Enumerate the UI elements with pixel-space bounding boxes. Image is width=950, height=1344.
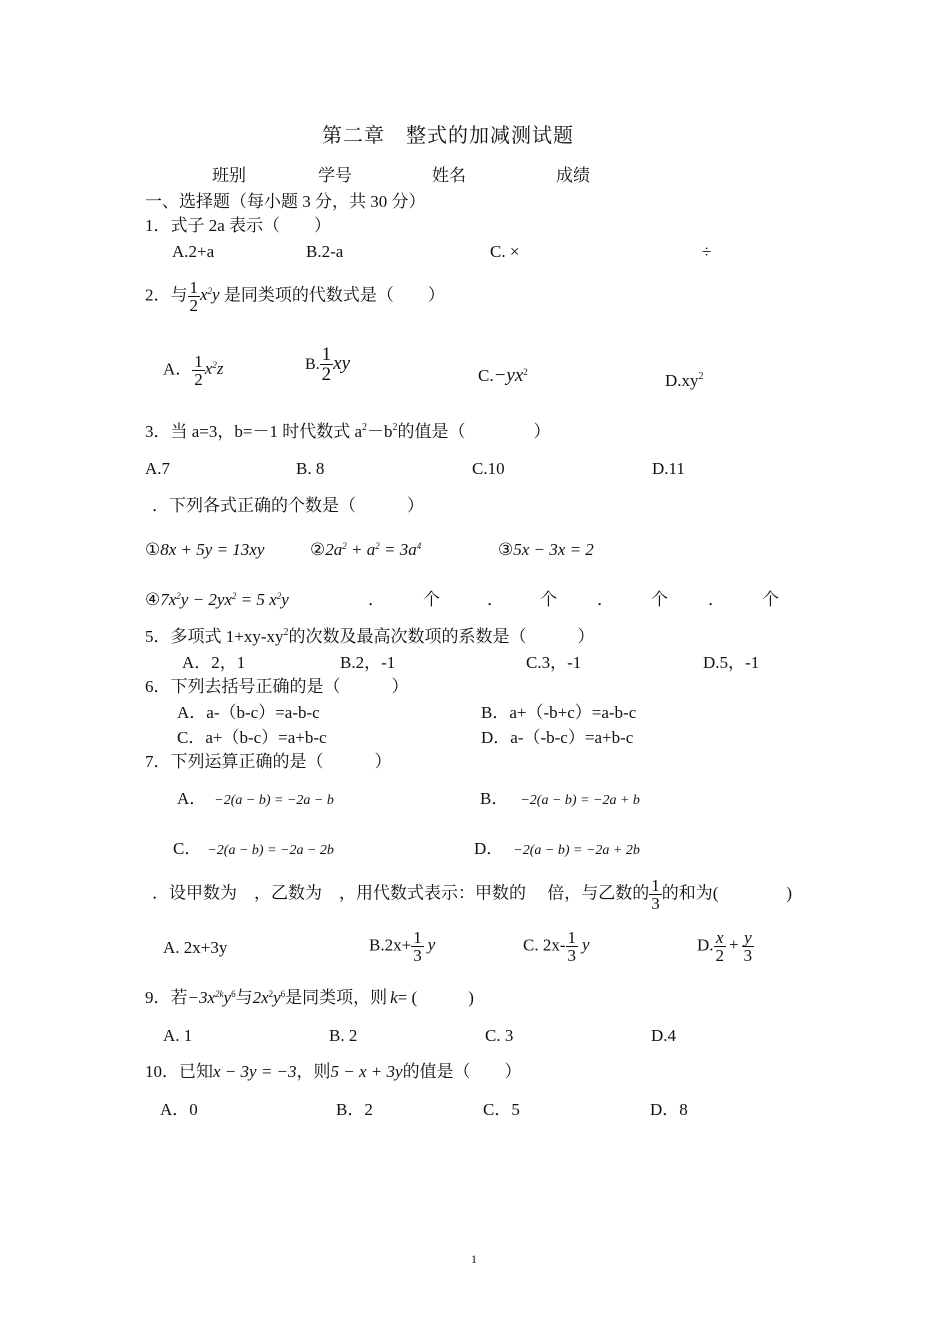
section-heading: 一、选择题（每小题 3 分，共 30 分） [145, 192, 426, 211]
q6-option-a: A．a-（b-c）=a-b-c [177, 703, 320, 722]
q3-stem: 3．当 a=3，b=－1 时代数式 $a^2-b^2$的值是（ ） [145, 422, 551, 441]
q7-option-a: A． −2(a − b) = −2a − b [177, 789, 334, 808]
q4-option-a-unit: 个 [423, 590, 440, 609]
field-score: 成绩 [556, 166, 590, 185]
q8-stem: ．设甲数为 ，乙数为 ，用代数式表示：甲数的 倍，与乙数的 $\frac{1}{3}$ 的和为( ) [152, 876, 793, 913]
q5-option-d: D.5，-1 [703, 653, 760, 672]
q3-option-d: D.11 [652, 459, 685, 478]
field-student-id: 学号 [318, 166, 352, 185]
q4-statement-3: ③5x − 3x = 2 [498, 540, 594, 559]
q3-option-c: C.10 [472, 459, 505, 478]
q8-option-c: C. 2x- $\frac{1}{3}$ y [523, 928, 590, 965]
q6-option-c: C．a+（b-c）=a+b-c [177, 728, 327, 747]
q6-option-d: D．a-（-b-c）=a+b-c [481, 728, 634, 747]
q9-option-b: B. 2 [329, 1026, 358, 1045]
q10-option-a: A．0 [160, 1100, 198, 1119]
q2-option-d: $D.xy^2$ [665, 371, 704, 390]
q10-option-c: C．5 [483, 1100, 520, 1119]
q3-option-b: B. 8 [296, 459, 325, 478]
q1-option-c: C. × [490, 242, 520, 261]
q8-option-a: A. 2x+3y [163, 938, 228, 957]
q9-option-a: A. 1 [163, 1026, 193, 1045]
q4-option-d-dot: ． [708, 590, 725, 609]
q6-option-b: B．a+（-b+c）=a-b-c [481, 703, 637, 722]
q1-option-b: B.2-a [306, 242, 344, 261]
q5-stem: 5．多项式 $1+xy-xy^2$的次数及最高次数项的系数是（ ） [145, 627, 595, 646]
fraction-half: $\frac{1}{2}$ [189, 278, 198, 315]
q4-option-a-dot: ． [368, 590, 385, 609]
q4-option-b-dot: ． [487, 590, 504, 609]
q10-option-d: D．8 [650, 1100, 688, 1119]
q10-stem: 10．已知x − 3y = −3，则5 − x + 3y的值是（ ） [145, 1062, 522, 1081]
q6-stem: 6．下列去括号正确的是（ ） [145, 677, 409, 696]
q9-option-c: C. 3 [485, 1026, 514, 1045]
q7-option-c: C． −2(a − b) = −2a − 2b [173, 839, 334, 858]
q4-statement-2: $②2a^2 + a^2 = 3a^4$ [310, 540, 422, 559]
field-class: 班别 [212, 166, 246, 185]
q2-option-c: $C.-yx^2$ [478, 365, 528, 386]
q2-stem: 2．与 $\frac{1}{2}$ $x^2y$ 是同类项的代数式是（ ） [145, 278, 445, 315]
q1-stem: 1．式子 2a 表示（ ） [145, 216, 332, 235]
q10-option-b: B．2 [336, 1100, 373, 1119]
q4-option-d-unit: 个 [762, 590, 779, 609]
q2-option-b: B. $\frac{1}{2}$ xy [305, 344, 351, 385]
q1-option-d: ÷ [702, 242, 712, 261]
q4-option-c-dot: ． [597, 590, 614, 609]
q8-option-b: B.2x+ $\frac{1}{3}$ y [369, 928, 436, 965]
q9-option-d: D.4 [651, 1026, 677, 1045]
q4-option-b-unit: 个 [540, 590, 557, 609]
q7-option-b: B． −2(a − b) = −2a + b [480, 789, 640, 808]
q2-option-a: A． $\frac{1}{2}$ $x^2z$ [163, 352, 224, 389]
q7-option-d: D． −2(a − b) = −2a + 2b [474, 839, 640, 858]
fraction-third: $\frac{1}{3}$ [651, 876, 660, 913]
q4-stem: ．下列各式正确的个数是（ ） [152, 496, 424, 515]
q7-stem: 7．下列运算正确的是（ ） [145, 752, 392, 771]
page-title: 第二章 整式的加减测试题 [322, 125, 574, 147]
q5-option-a: A．2，1 [182, 653, 246, 672]
q5-option-b: B.2，-1 [340, 653, 396, 672]
q1-option-a: A.2+a [172, 242, 215, 261]
q4-option-c-unit: 个 [651, 590, 668, 609]
q8-option-d: D. $\frac{x}{2}$ + $\frac{y}{3}$ [697, 928, 753, 965]
q3-option-a: A.7 [145, 459, 171, 478]
q4-statement-1: ①8x + 5y = 13xy [145, 540, 265, 559]
q9-stem: 9．若$-3x^{2k}y^6$与$2x^2y^6$是同类项，则 k= ( ) [145, 988, 474, 1007]
field-name: 姓名 [432, 166, 466, 185]
page-number: 1 [471, 1252, 477, 1266]
q5-option-c: C.3，-1 [526, 653, 582, 672]
q4-statement-4: $④7x^2y - 2yx^2 = 5$ $x^2y$ [145, 590, 289, 609]
